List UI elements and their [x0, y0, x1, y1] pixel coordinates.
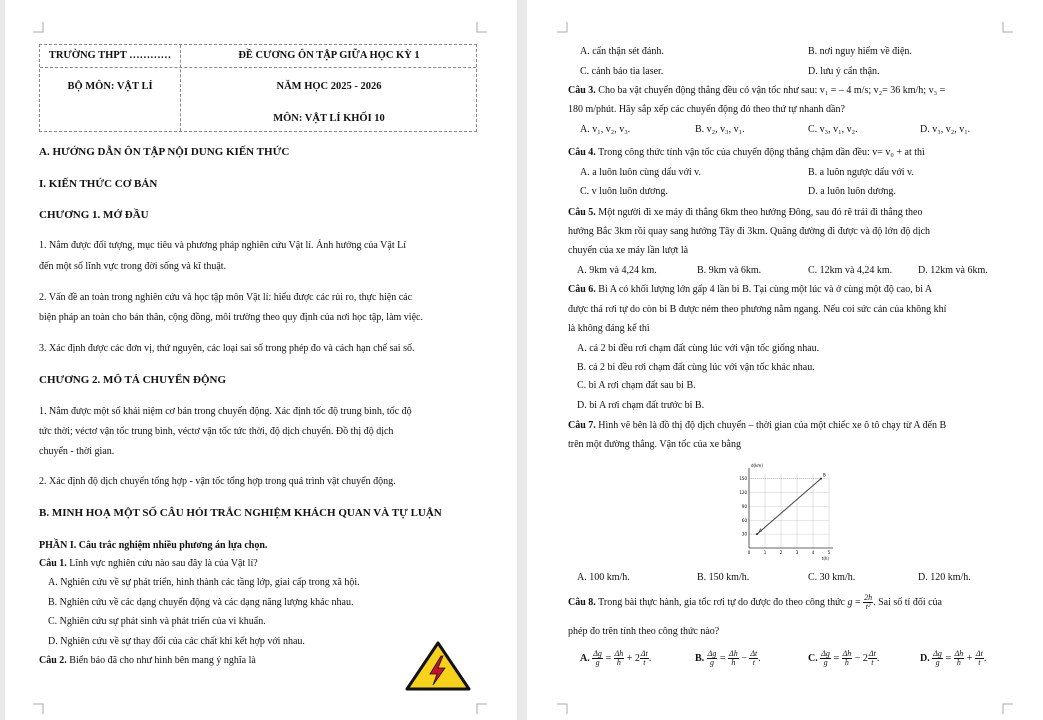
q8-stem-line2: phép đo trên tính theo công thức nào?	[568, 626, 720, 637]
q3-text: Cho ba vật chuyển động thẳng đều có vận tốc như sau: v₁ = – 4 m/s; v₂= 36 km/h; v₃ =	[595, 85, 946, 96]
q8-option-b[interactable]: B. $\frac{\Delta g}{g}$ = $\frac{\Delta h}{h}$ − $\frac{\Delta t}{t}$ .	[695, 649, 761, 668]
ch2-item1-line2: tức thời; véctơ vận tốc trung bình, véctơ vận tốc tức thời, độ dịch chuyển. Đồ thị độ dịch	[39, 426, 394, 437]
q8-option-d[interactable]: D. $\frac{\Delta g}{g}$ = $\frac{\Delta h}{h}$ + $\frac{\Delta t}{t}$ .	[920, 649, 987, 668]
q5-stem-line2: hướng Bắc 3km rồi quay sang hướng Tây đi 3km. Quãng đường đi được và độ lớn độ dịch	[568, 226, 931, 237]
q6-stem-line1	[568, 284, 932, 296]
point-A	[756, 533, 758, 535]
q8-text-a: Trong bài thực hành, gia tốc rơi tự do được đo theo công thức	[595, 597, 848, 608]
q4-stem	[568, 147, 925, 159]
q1-option-b[interactable]: B. Nghiên cứu về các dạng chuyển động và các dạng năng lượng khác nhau.	[48, 597, 354, 608]
q3-option-b[interactable]: B. v₂, v₃, v₁.	[695, 124, 745, 135]
q8-text-b: . Sai số tỉ đối của	[873, 597, 942, 608]
q8-stem-line1: Câu 8. Trong bài thực hành, gia tốc rơi tự do được đo theo công thức g = $\frac{2h}{\text{t²}}$ . Sai số tỉ đối của	[568, 593, 942, 612]
q3-stem-line1	[568, 85, 945, 97]
ch1-item2-line1: 2. Vấn đề an toàn trong nghiên cứu và học tập môn Vật lí: hiểu được các rủi ro, thực hiện các	[39, 292, 413, 303]
q8-option-c-label: C.	[808, 653, 818, 664]
q7-text: Hình vẽ bên là đồ thị độ dịch chuyển – thời gian của một chiếc xe ô tô chạy từ A đến B	[595, 420, 947, 431]
corner-mark-bottom-left	[33, 702, 45, 714]
q2-option-d[interactable]: D. lưu ý cẩn thận.	[808, 66, 880, 77]
q8-option-a[interactable]: A. $\frac{\Delta g}{g}$ = $\frac{\Delta h}{h}$ + 2 $\frac{\Delta t}{t}$ .	[580, 649, 652, 668]
section-b-heading: B. MINH HOẠ MỘT SỐ CÂU HỎI TRẮC NGHIỆM KHÁCH QUAN VÀ TỰ LUẬN	[39, 507, 442, 519]
q7-label: Câu 7.	[568, 420, 596, 431]
q6-option-a[interactable]: A. cả 2 bi đều rơi chạm đất cùng lúc với vận tốc giống nhau.	[577, 343, 820, 354]
part1-heading: PHẦN I. Câu trắc nghiệm nhiều phương án lựa chọn.	[39, 540, 268, 551]
page-left	[5, 0, 517, 720]
x-tick-label: 3	[795, 550, 799, 555]
q4-option-b[interactable]: B. a luôn ngược dấu với v.	[808, 167, 914, 178]
header-divider-horizontal	[40, 67, 476, 68]
section-i-heading: I. KIẾN THỨC CƠ BẢN	[39, 178, 158, 190]
q6-stem-line2: được thả rơi tự do còn bi B được ném theo phương nằm ngang. Nếu coi sức cản của không khí	[568, 304, 947, 315]
q7-option-c[interactable]: C. 30 km/h.	[808, 572, 856, 583]
corner-mark-top-left	[557, 22, 569, 34]
corner-mark-top-right	[475, 22, 487, 34]
ch1-item2-line2: biện pháp an toàn cho bản thân, cộng đồng, môi trường theo quy định của nơi học tập, làm việc.	[39, 312, 423, 323]
q1-label: Câu 1.	[39, 558, 67, 569]
q8-option-c[interactable]: C. $\frac{\Delta g}{g}$ = $\frac{\Delta h}{h}$ − 2 $\frac{\Delta t}{t}$ .	[808, 649, 880, 668]
q6-text: Bi A có khối lượng lớn gấp 4 lần bi B. Tại cùng một lúc và ở cùng một độ cao, bi A	[595, 284, 933, 295]
displacement-time-chart	[733, 462, 837, 562]
q7-option-d[interactable]: D. 120 km/h.	[918, 572, 971, 583]
y-tick-label: 150	[739, 476, 747, 482]
corner-mark-top-left	[33, 22, 45, 34]
q8-label: Câu 8.	[568, 597, 596, 608]
exam-title: ĐỀ CƯƠNG ÔN TẬP GIỮA HỌC KỲ 1	[238, 50, 420, 61]
page-right	[527, 0, 1043, 720]
q1-stem	[39, 558, 258, 570]
school-name: TRƯỜNG THPT …………	[48, 50, 172, 61]
q4-label: Câu 4.	[568, 147, 596, 158]
q3-stem-line2: 180 m/phút. Hãy sắp xếp các chuyển động đó theo thứ tự nhanh dần?	[568, 104, 845, 115]
ch2-item2: 2. Xác định độ dịch chuyển tổng hợp - vận tốc tổng hợp trong quá trình vật chuyển động.	[39, 476, 396, 487]
corner-mark-bottom-left	[557, 702, 569, 714]
ch1-item3: 3. Xác định được các đơn vị, thứ nguyên, các loại sai số trong phép đo và cách hạn chế sai số.	[39, 343, 415, 354]
ch1-item1-line1: 1. Nắm được đối tượng, mục tiêu và phương pháp nghiên cứu Vật lí. Ảnh hưởng của Vật Lí	[39, 240, 406, 251]
corner-mark-bottom-right	[475, 702, 487, 714]
q5-label: Câu 5.	[568, 207, 596, 218]
q4-option-a[interactable]: A. a luôn luôn cùng dấu với v.	[580, 167, 702, 178]
point-label-A: A	[759, 528, 762, 534]
y-tick-label: 30	[741, 531, 747, 537]
q5-option-c[interactable]: C. 12km và 4,24 km.	[808, 265, 893, 276]
q3-option-d[interactable]: D. v₃, v₂, v₁.	[920, 124, 971, 135]
q5-option-d[interactable]: D. 12km và 6km.	[918, 265, 988, 276]
point-B	[820, 478, 822, 480]
x-tick-label: 4	[811, 550, 815, 555]
q5-text: Một người đi xe máy đi thẳng 6km theo hướng Đông, sau đó rẽ trái đi thẳng theo	[595, 207, 923, 218]
q1-option-c[interactable]: C. Nghiên cứu sự phát sinh và phát triển của vi khuẩn.	[48, 616, 266, 627]
q5-stem-line1	[568, 207, 922, 219]
q8-option-b-label: B.	[695, 653, 705, 664]
q7-option-a[interactable]: A. 100 km/h.	[577, 572, 630, 583]
q3-option-a[interactable]: A. v₁, v₂, v₃.	[580, 124, 631, 135]
y-tick-label: 60	[741, 517, 747, 523]
q2-stem	[39, 655, 256, 667]
q4-option-c[interactable]: C. v luôn luôn dương.	[580, 186, 668, 197]
q5-option-b[interactable]: B. 9km và 6km.	[697, 265, 762, 276]
chapter1-heading: CHƯƠNG 1. MỞ ĐẦU	[39, 209, 149, 221]
q3-label: Câu 3.	[568, 85, 596, 96]
q7-stem-line2: trên một đường thẳng. Vận tốc của xe bằng	[568, 439, 741, 450]
q2-text: Biển báo đã cho như hình bên mang ý nghĩa là	[66, 655, 256, 666]
q1-text: Lĩnh vực nghiên cứu nào sau đây là của Vật lí?	[66, 558, 258, 569]
q6-option-d[interactable]: D. bi A rơi chạm đất trước bi B.	[577, 400, 705, 411]
q4-option-d[interactable]: D. a luôn luôn dương.	[808, 186, 896, 197]
y-axis-label: d(km)	[751, 463, 763, 468]
q6-stem-line3: là không đáng kể thì	[568, 323, 650, 334]
x-tick-label: 2	[779, 550, 783, 555]
x-tick-label: 5	[827, 550, 831, 555]
q5-stem-line3: chuyển của xe máy lần lượt là	[568, 245, 689, 256]
q4-text: Trong công thức tính vận tốc của chuyển động thẳng chậm dần đều: v= v₀ + at thì	[595, 147, 925, 158]
corner-mark-top-right	[1001, 22, 1013, 34]
q2-option-a[interactable]: A. cẩn thận sét đánh.	[580, 46, 664, 57]
q1-option-a[interactable]: A. Nghiên cứu về sự phát triển, hình thành các tầng lớp, giai cấp trong xã hội.	[48, 577, 360, 588]
q2-option-c[interactable]: C. cảnh báo tia laser.	[580, 66, 664, 77]
y-tick-label: 120	[739, 490, 747, 495]
ch2-item1-line1: 1. Nắm được một số khái niệm cơ bản trong chuyển động. Xác định tốc độ trung bình, tốc độ	[39, 406, 412, 417]
x-tick-label: 1	[763, 550, 767, 555]
q8-formula-fraction: $\frac{2h}{\text{t²}}$	[864, 593, 873, 612]
q6-label: Câu 6.	[568, 284, 596, 295]
point-label-B: B	[823, 472, 826, 478]
ch1-item1-line2: đến một số lĩnh vực trong đời sống và kĩ thuật.	[39, 261, 227, 272]
ch2-item1-line3: chuyển - thời gian.	[39, 446, 115, 457]
q7-option-b[interactable]: B. 150 km/h.	[697, 572, 750, 583]
corner-mark-bottom-right	[1001, 702, 1013, 714]
subject: MÔN: VẬT LÍ KHỐI 10	[273, 113, 385, 124]
school-year: NĂM HỌC 2025 - 2026	[276, 81, 382, 92]
department: BỘ MÔN: VẬT LÍ	[67, 81, 153, 92]
q5-option-a[interactable]: A. 9km và 4,24 km.	[577, 265, 657, 276]
q6-option-b[interactable]: B. cả 2 bi đều rơi chạm đất cùng lúc với vận tốc khác nhau.	[577, 362, 815, 373]
y-tick-label: 90	[741, 503, 747, 509]
q2-option-b[interactable]: B. nơi nguy hiểm về điện.	[808, 46, 912, 57]
header-table	[39, 44, 477, 132]
high-voltage-warning-icon	[405, 641, 471, 691]
chapter2-heading: CHƯƠNG 2. MÔ TẢ CHUYỂN ĐỘNG	[39, 374, 226, 386]
q2-label: Câu 2.	[39, 655, 67, 666]
q3-option-c[interactable]: C. v₃, v₁, v₂.	[808, 124, 858, 135]
x-axis-label: t(h)	[821, 556, 829, 561]
section-a-heading: A. HƯỚNG DẪN ÔN TẬP NỘI DUNG KIẾN THỨC	[39, 146, 290, 158]
q8-option-a-label: A.	[580, 653, 590, 664]
x-tick-label: 0	[747, 550, 751, 555]
q7-stem-line1	[568, 420, 946, 432]
q8-option-d-label: D.	[920, 653, 930, 664]
q6-option-c[interactable]: C. bi A rơi chạm đất sau bi B.	[577, 380, 696, 391]
q1-option-d[interactable]: D. Nghiên cứu về sự thay đổi của các chất khi kết hợp với nhau.	[48, 636, 305, 647]
